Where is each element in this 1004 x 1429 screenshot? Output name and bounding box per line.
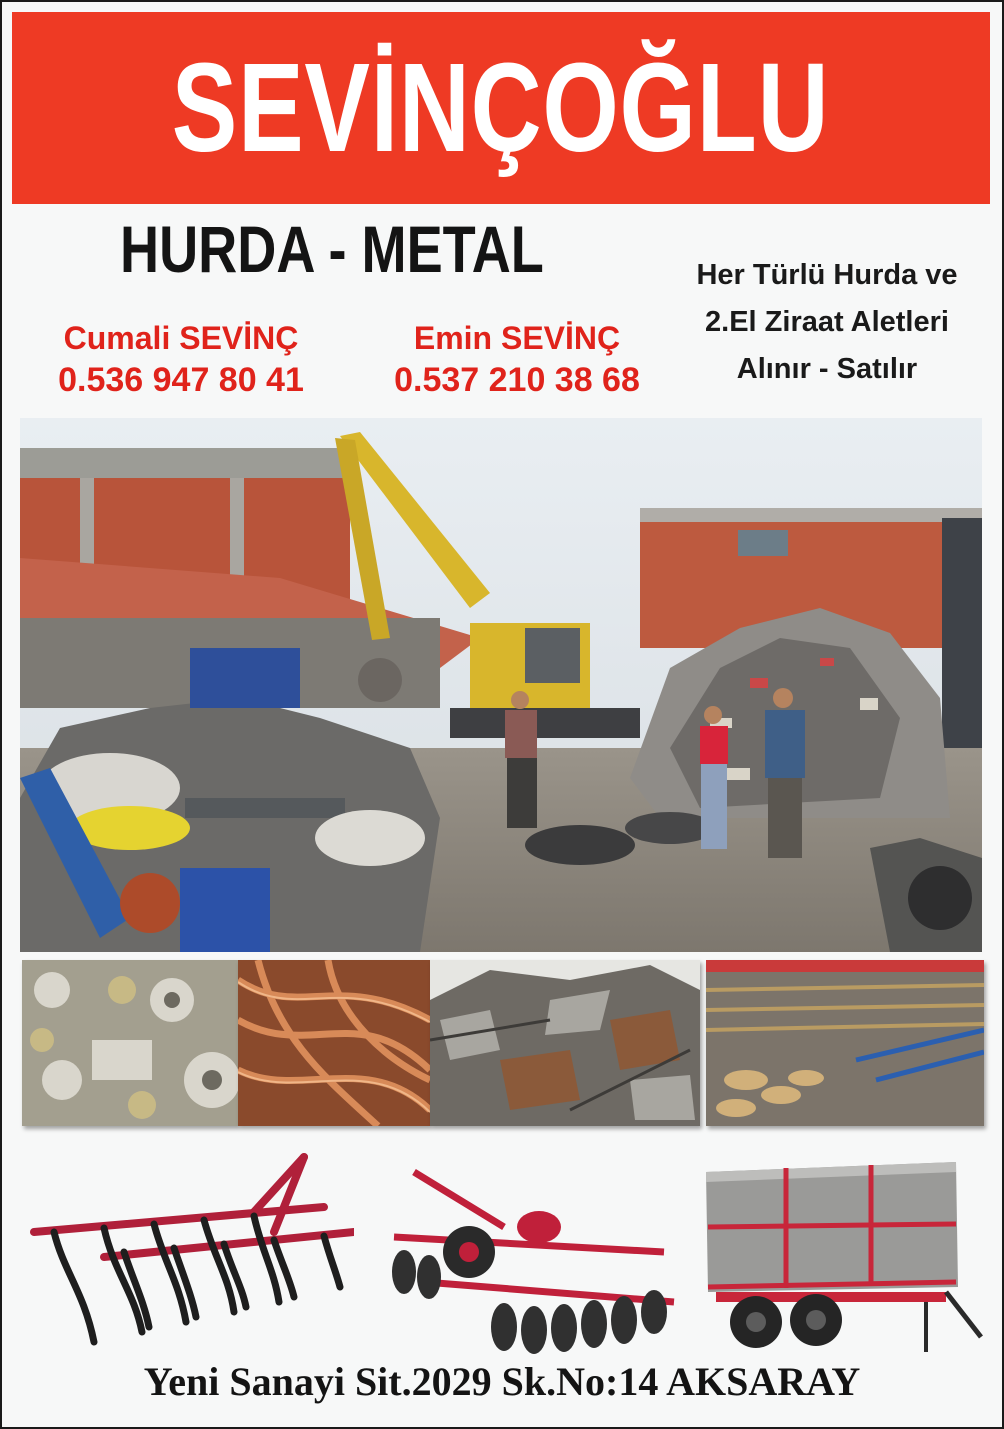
contact-name: Emin SEVİNÇ — [413, 320, 621, 356]
tagline-line-3: Alınır - Satılır — [736, 353, 918, 385]
steel-scrap-photo — [430, 960, 700, 1126]
metal-stock-photo — [706, 960, 984, 1126]
tagline-line-1: Her Türlü Hurda ve — [696, 259, 958, 291]
contact-phone[interactable]: 0.536 947 80 41 — [58, 361, 304, 399]
contact-phone[interactable]: 0.537 210 38 68 — [394, 361, 640, 399]
farm-trailer-image — [696, 1152, 986, 1357]
contact-cumali — [36, 318, 326, 402]
tagline-line-2: 2.El Ziraat Aletleri — [705, 306, 949, 338]
contact-emin — [372, 318, 662, 402]
business-subtitle: HURDA - METAL — [120, 212, 544, 286]
service-tagline — [662, 252, 992, 393]
contact-name: Cumali SEVİNÇ — [63, 320, 299, 356]
brand-name: SEVİNÇOĞLU — [172, 37, 830, 178]
brand-banner — [12, 12, 990, 204]
cultivator-image — [24, 1152, 354, 1357]
business-address: Yeni Sanayi Sit.2029 Sk.No:14 AKSARAY — [143, 1359, 861, 1404]
aluminum-scrap-photo — [22, 960, 238, 1126]
scrapyard-photo — [20, 418, 982, 952]
disc-harrow-image — [374, 1152, 682, 1357]
copper-wire-photo — [238, 960, 430, 1126]
